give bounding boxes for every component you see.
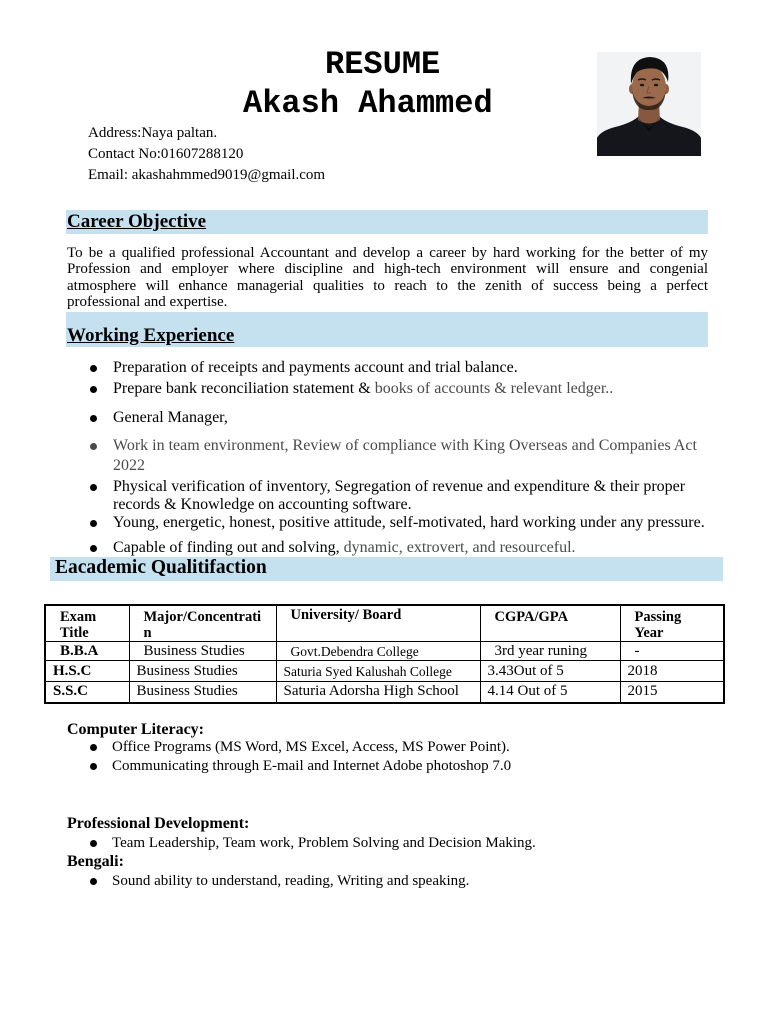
- header-line: n: [143, 625, 152, 641]
- bullet-dot: [90, 840, 97, 847]
- experience-item: [113, 358, 518, 378]
- bullet-dot: [90, 443, 97, 450]
- experience-item-text-muted: books of accounts & relevant ledger..: [370, 380, 614, 397]
- bullet-dot: [90, 744, 97, 751]
- objective-line: professional and expertise.: [67, 294, 228, 311]
- cell-cgpa: 3rd year runing: [480, 642, 620, 661]
- objective-line: To be a qualified professional Accountant and develop a career by hard working for the better of my: [67, 244, 708, 261]
- computer-literacy-heading: Computer Literacy:: [67, 721, 204, 738]
- experience-item-line: records & Knowledge on accounting software.: [113, 496, 412, 513]
- cell-passing-year: 2015: [620, 682, 724, 703]
- experience-item-text: General Manager,: [113, 409, 228, 426]
- career-objective-heading: Career Objective: [67, 211, 207, 232]
- bengali-item: [112, 872, 469, 891]
- table-row: [45, 682, 724, 703]
- experience-item: [113, 513, 705, 533]
- computer-literacy-item-text: Communicating through E-mail and Internet Adobe photoshop 7.0: [112, 757, 512, 774]
- experience-item: [113, 478, 685, 514]
- address-line: Address:Naya paltan.: [88, 124, 218, 141]
- cell-major: Business Studies: [129, 682, 276, 703]
- cell-passing-year: -: [620, 642, 724, 661]
- bullet-dot: [90, 763, 97, 770]
- career-objective-paragraph: [67, 245, 708, 311]
- bullet-dot: [90, 545, 97, 552]
- experience-item-text-muted: dynamic, extrovert, and resourceful.: [339, 539, 576, 556]
- cell-major: Business Studies: [129, 642, 276, 661]
- cell-cgpa: 3.43Out of 5: [480, 661, 620, 682]
- experience-item-text: Preparation of receipts and payments account and trial balance.: [113, 359, 518, 376]
- bengali-heading: Bengali:: [67, 853, 124, 870]
- bullet-dot: [90, 415, 97, 422]
- header-line: Major/Concentrati: [143, 609, 262, 625]
- cell-exam: B.B.A: [45, 642, 129, 661]
- resume-title: RESUME: [325, 45, 441, 83]
- header-line: University/ Board: [290, 607, 402, 623]
- candidate-name: Akash Ahammed: [243, 84, 493, 122]
- header-line: Year: [634, 625, 664, 641]
- bullet-dot: [90, 484, 97, 491]
- academic-qualification-table: [44, 604, 725, 704]
- bullet-dot: [90, 365, 97, 372]
- experience-item-line: Work in team environment, Review of compliance with King Overseas and Companies Act: [113, 437, 697, 454]
- experience-item: [113, 436, 697, 476]
- contact-number-line: Contact No:01607288120: [88, 145, 244, 162]
- header-line: CGPA/GPA: [494, 609, 569, 625]
- working-experience-heading: Working Experience: [67, 325, 235, 346]
- table-row: [45, 661, 724, 682]
- computer-literacy-item: [112, 757, 511, 776]
- bengali-item-text: Sound ability to understand, reading, Writing and speaking.: [112, 872, 470, 889]
- bullet-dot: [90, 520, 97, 527]
- cell-university: Govt.Debendra College: [276, 642, 480, 661]
- column-header-cgpa: [480, 605, 620, 642]
- experience-item-line: Physical verification of inventory, Segregation of revenue and expenditure & their proper: [113, 478, 686, 495]
- experience-item: [113, 379, 613, 399]
- cell-major: Business Studies: [129, 661, 276, 682]
- profile-photo: [597, 52, 701, 156]
- column-header-major: [129, 605, 276, 642]
- table-row: [45, 642, 724, 661]
- experience-item: [113, 408, 228, 428]
- professional-development-heading: Professional Development:: [67, 815, 250, 832]
- cell-exam: S.S.C: [45, 682, 129, 703]
- bullet-dot: [90, 386, 97, 393]
- computer-literacy-item: [112, 738, 510, 757]
- objective-line: atmosphere will enhance managerial qualities to reach to the zenith of success being a perfect: [67, 277, 708, 294]
- professional-development-item: [112, 834, 536, 853]
- objective-line: Profession and employer where discipline and high-tech environment will ensure and congenial: [67, 261, 708, 278]
- experience-item-text: Prepare bank reconciliation statement &: [113, 380, 371, 397]
- academic-qualification-heading: Eacademic Qualitifaction: [55, 557, 267, 578]
- professional-development-item-text: Team Leadership, Team work, Problem Solving and Decision Making.: [112, 834, 536, 851]
- column-header-university: [276, 605, 480, 642]
- email-line: Email: akashahmmed9019@gmail.com: [88, 166, 326, 183]
- bullet-dot: [90, 878, 97, 885]
- computer-literacy-item-text: Office Programs (MS Word, MS Excel, Access, MS Power Point).: [112, 738, 510, 755]
- cell-cgpa: 4.14 Out of 5: [480, 682, 620, 703]
- header-line: Title: [60, 625, 89, 641]
- column-header-passing-year: [620, 605, 724, 642]
- experience-item-text: Young, energetic, honest, positive attitude, self-motivated, hard working under any pressure.: [113, 514, 705, 531]
- cell-passing-year: 2018: [620, 661, 724, 682]
- experience-item-line: 2022: [113, 457, 145, 474]
- column-header-exam-title: [45, 605, 129, 642]
- cell-university: Saturia Syed Kalushah College: [276, 661, 480, 682]
- experience-item: [113, 538, 576, 558]
- header-line: Exam: [60, 609, 97, 625]
- cell-university: Saturia Adorsha High School: [276, 682, 480, 703]
- cell-exam: H.S.C: [45, 661, 129, 682]
- table-header-row: [45, 605, 724, 642]
- experience-item-text: Capable of finding out and solving,: [113, 539, 340, 556]
- header-line: Passing: [634, 609, 682, 625]
